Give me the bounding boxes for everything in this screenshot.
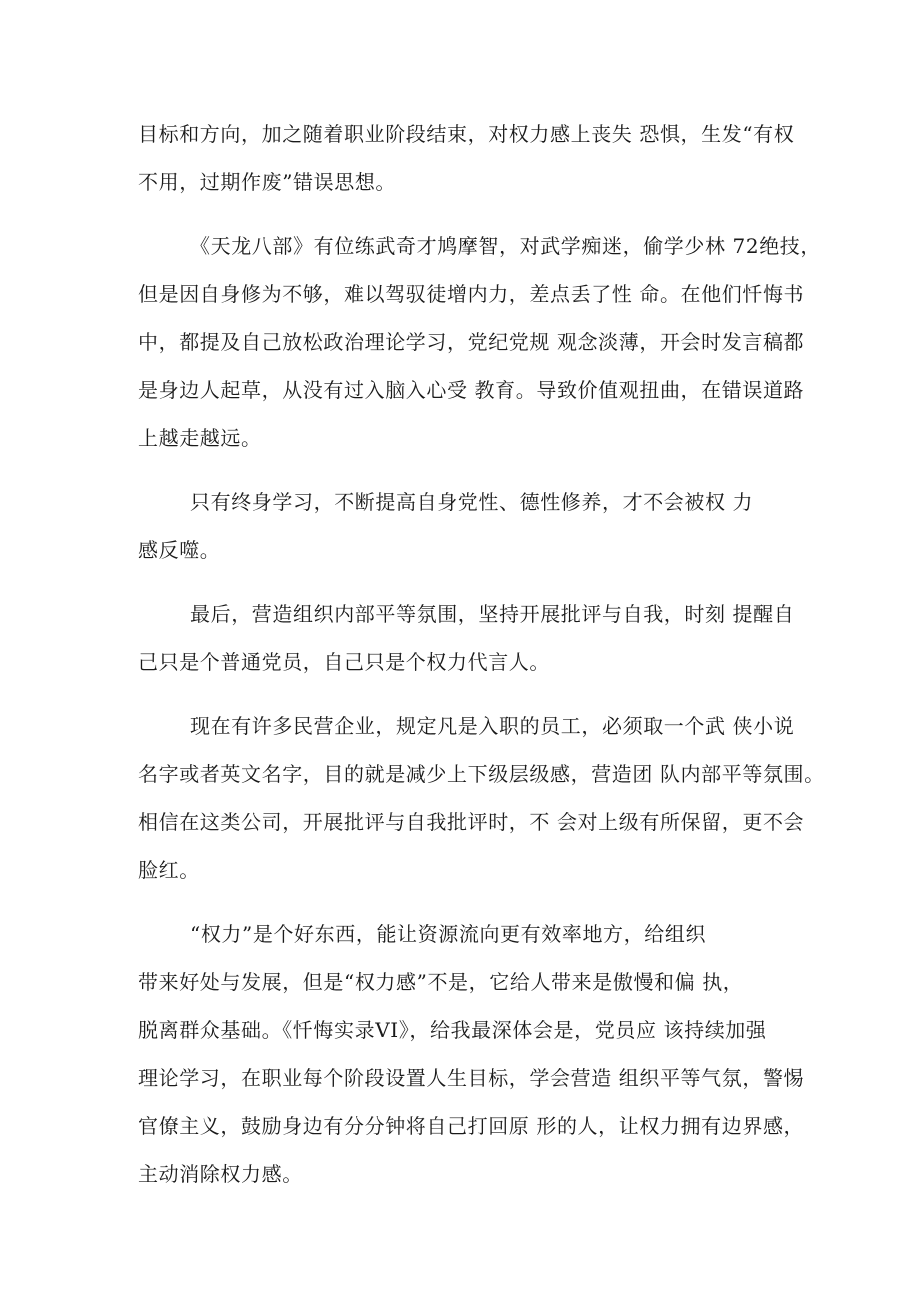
- text-line: 感反噬。: [138, 538, 221, 562]
- text-line: 最后，营造组织内部平等氛围，坚持开展批评与自我，时刻 提醒自: [190, 602, 795, 626]
- text-line: 现在有许多民营企业，规定凡是入职的员工，必须取一个武 侠小说: [190, 714, 795, 738]
- text-line: 只有终身学习，不断提高自身党性、德性修养，才不会被权 力: [190, 490, 754, 514]
- text-line: 理论学习，在职业每个阶段设置人生目标，学会营造 组织平等气氛，警惕: [138, 1066, 805, 1090]
- text-line: 是身边人起草，从没有过入脑入心受 教育。导致价值观扭曲，在错误道路: [138, 378, 805, 402]
- text-line: 不用，过期作废”错误思想。: [138, 170, 397, 194]
- text-line: 《天龙八部》有位练武奇才鸠摩智，对武学痴迷，偷学少林 72绝技，: [190, 234, 822, 258]
- text-line: 主动消除权力感。: [138, 1162, 303, 1186]
- text-line: 但是因自身修为不够，难以驾驭徒增内力，差点丢了性 命。在他们忏悔书: [138, 282, 805, 306]
- text-line: 中，都提及自己放松政治理论学习，党纪党规 观念淡薄，开会时发言稿都: [138, 330, 805, 354]
- text-line: 带来好处与发展，但是“权力感”不是，它给人带来是傲慢和偏 执，: [138, 970, 744, 994]
- text-line: 脱离群众基础。《忏悔实录VI》，给我最深体会是，党员应 该持续加强: [138, 1018, 767, 1042]
- text-line: 相信在这类公司，开展批评与自我批评时，不 会对上级有所保留，更不会: [138, 810, 805, 834]
- text-line: 脸红。: [138, 858, 200, 882]
- text-line: 己只是个普通党员，自己只是个权力代言人。: [138, 650, 550, 674]
- text-line: 官僚主义，鼓励身边有分分钟将自己打回原 形的人，让权力拥有边界感，: [138, 1114, 805, 1138]
- text-line: 名字或者英文名字，目的就是减少上下级层级感，营造团 队内部平等氛围。: [138, 762, 825, 786]
- text-line: 上越走越远。: [138, 426, 262, 450]
- text-line: “权力”是个好东西，能让资源流向更有效率地方，给组织: [190, 922, 707, 946]
- text-line: 目标和方向，加之随着职业阶段结束，对权力感上丧失 恐惧，生发“有权: [138, 122, 795, 146]
